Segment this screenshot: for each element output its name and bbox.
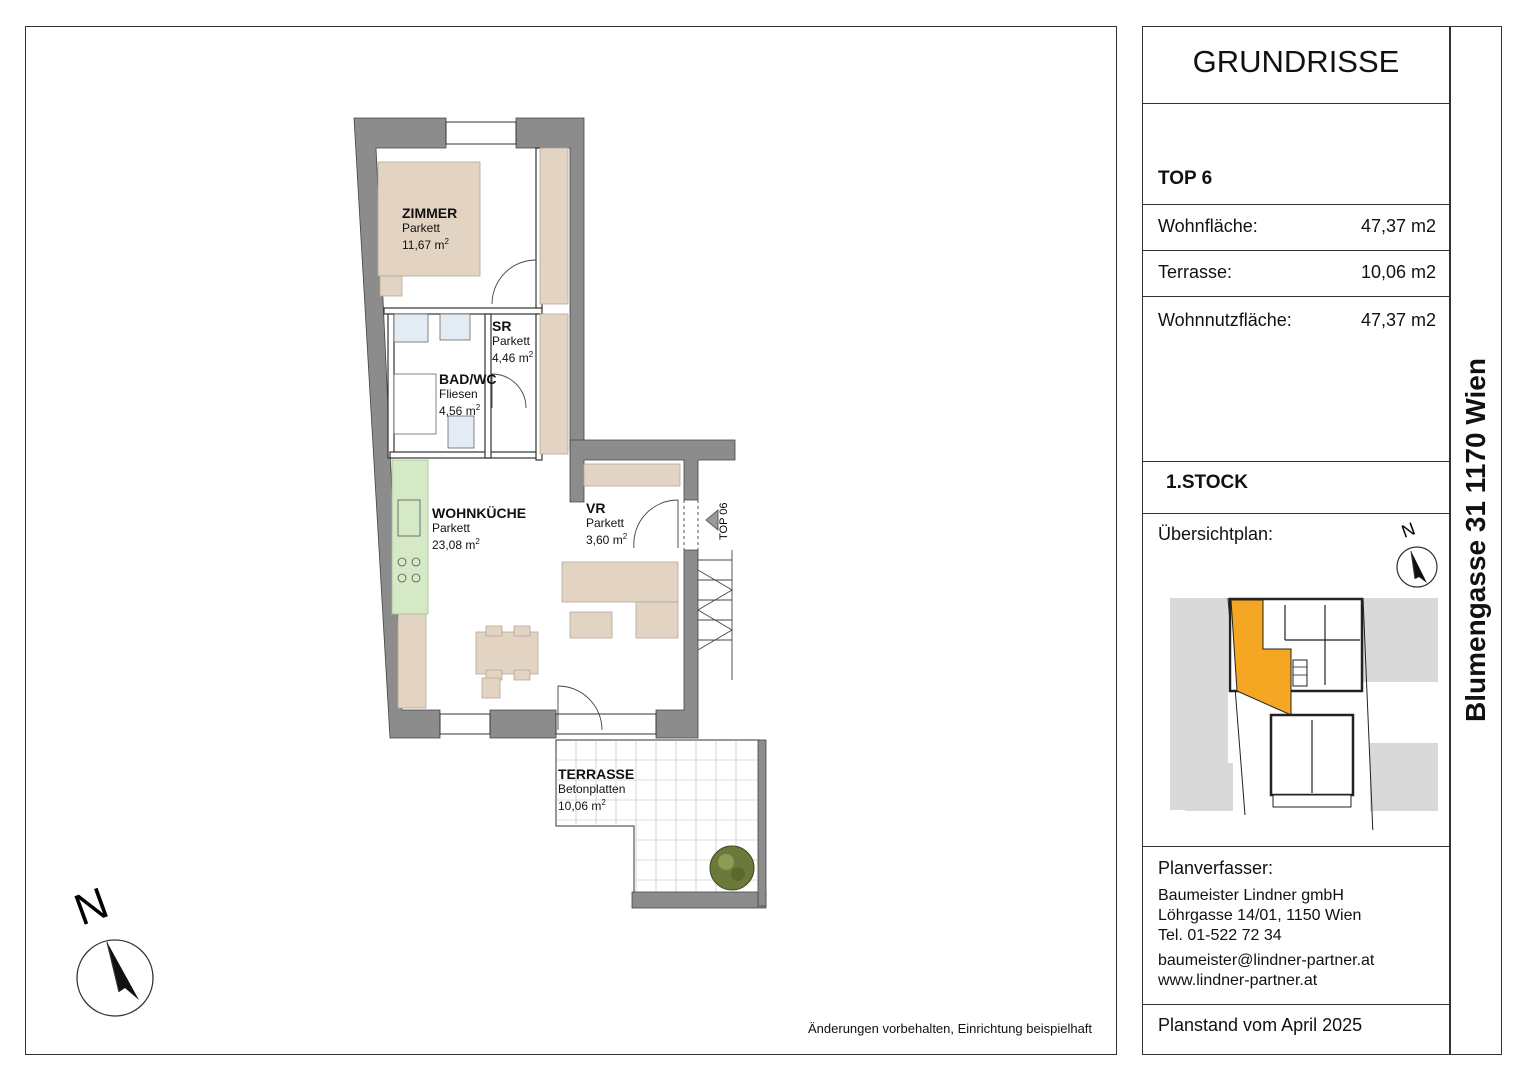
divider (1142, 250, 1450, 251)
wall-south-mid (490, 710, 556, 738)
divider (1142, 204, 1450, 205)
room-name: ZIMMER (402, 205, 458, 221)
divider (1142, 846, 1450, 847)
entrance-arrow-icon (706, 510, 718, 530)
washbasin-icon (394, 314, 428, 342)
north-arrow (55, 870, 175, 1030)
room-floor: Parkett (402, 221, 441, 235)
room-name: VR (586, 500, 606, 516)
window (440, 714, 490, 734)
compass-icon (77, 940, 153, 1016)
area-label-wohnflaeche: Wohnfläche: (1158, 216, 1258, 236)
room-area: 4,46 $m^2$ (492, 350, 534, 365)
kitchen-counter (398, 608, 426, 708)
room-floor: Parkett (432, 521, 471, 535)
wall-interior (390, 452, 540, 458)
window (446, 122, 516, 144)
toilet-icon (448, 416, 474, 448)
neighbor-building (1363, 598, 1438, 682)
wardrobe (540, 148, 568, 304)
north-letter: N (67, 878, 115, 936)
window (556, 714, 656, 734)
wardrobe (584, 464, 680, 486)
chair (482, 678, 500, 698)
disclaimer: Änderungen vorbehalten, Einrichtung beispielhaft (808, 1021, 1093, 1036)
divider (1142, 1004, 1450, 1005)
chair (486, 626, 502, 636)
dining-table (476, 632, 538, 674)
staircase (698, 550, 732, 680)
room-area: 11,67 $m^2$ (402, 237, 449, 252)
unit-name: TOP 6 (1158, 168, 1213, 189)
plant-icon (710, 846, 754, 890)
planner-email[interactable]: baumeister@lindner-partner.at (1158, 952, 1375, 969)
kitchen (392, 460, 428, 614)
divider (1142, 461, 1450, 462)
planner-website[interactable]: www.lindner-partner.at (1158, 972, 1318, 989)
room-sr (492, 318, 533, 365)
area-label-terrasse: Terrasse: (1158, 262, 1233, 282)
room-wohnkueche (432, 505, 526, 552)
chair (514, 626, 530, 636)
wardrobe (540, 314, 568, 454)
door-swing (634, 500, 678, 548)
room-name: SR (492, 318, 512, 334)
nightstand (380, 276, 402, 296)
room-floor: Parkett (492, 334, 531, 348)
area-value-wohnflaeche: 47,37 m2 (1360, 216, 1436, 236)
wall-interior (384, 308, 542, 314)
room-terrasse (558, 766, 634, 813)
floor-label: 1.STOCK (1166, 472, 1249, 493)
room-bad-wc (439, 371, 497, 418)
overview-site-plan (1165, 515, 1445, 830)
plan-date: Planstand vom April 2025 (1158, 1015, 1363, 1035)
planner-address: Löhrgasse 14/01, 1150 Wien (1158, 907, 1362, 924)
stair-label: TOP 06 (718, 502, 730, 540)
room-name: BAD/WC (439, 371, 497, 387)
neighbor-building (1370, 743, 1438, 811)
room-area: 23,08 $m^2$ (432, 537, 480, 552)
room-floor: Parkett (586, 516, 625, 530)
planner-heading: Planverfasser: (1158, 858, 1274, 878)
divider (1142, 296, 1450, 297)
room-area: 4,56 $m^2$ (439, 403, 481, 418)
sofa (636, 602, 678, 638)
shower-icon (394, 374, 436, 434)
page-title: GRUNDRISSE (1192, 44, 1400, 79)
room-zimmer (402, 205, 457, 252)
room-area: 3,60 $m^2$ (586, 532, 628, 547)
planner-company: Baumeister Lindner gmbH (1158, 887, 1344, 904)
chair (514, 670, 530, 680)
area-value-terrasse: 10,06 m2 (1360, 262, 1436, 282)
planner-phone: Tel. 01-522 72 34 (1158, 927, 1282, 944)
sofa (562, 562, 678, 602)
door-swing (492, 260, 536, 304)
neighbor-building (1185, 763, 1233, 811)
divider (1142, 103, 1450, 104)
area-value-wohnnutzflaeche: 47,37 m2 (1360, 310, 1436, 330)
room-vr (586, 500, 627, 547)
coffee-table (570, 612, 612, 638)
address-label: Blumengasse 31 1170 Wien (1460, 358, 1491, 722)
overview-compass-icon (1397, 547, 1437, 587)
area-label-wohnnutzflaeche: Wohnnutzfläche: (1158, 310, 1292, 330)
room-floor: Betonplatten (558, 782, 626, 796)
room-area: 10,06 $m^2$ (558, 798, 606, 813)
overview-label: Übersichtplan: (1158, 524, 1274, 544)
room-floor: Fliesen (439, 387, 478, 401)
divider (1142, 513, 1450, 514)
wall-interior (388, 314, 394, 458)
washbasin-icon (440, 314, 470, 340)
overview-north-letter: N (1398, 518, 1418, 542)
room-name: TERRASSE (558, 766, 635, 782)
room-name: WOHNKÜCHE (432, 505, 527, 521)
door-swing (492, 374, 526, 408)
